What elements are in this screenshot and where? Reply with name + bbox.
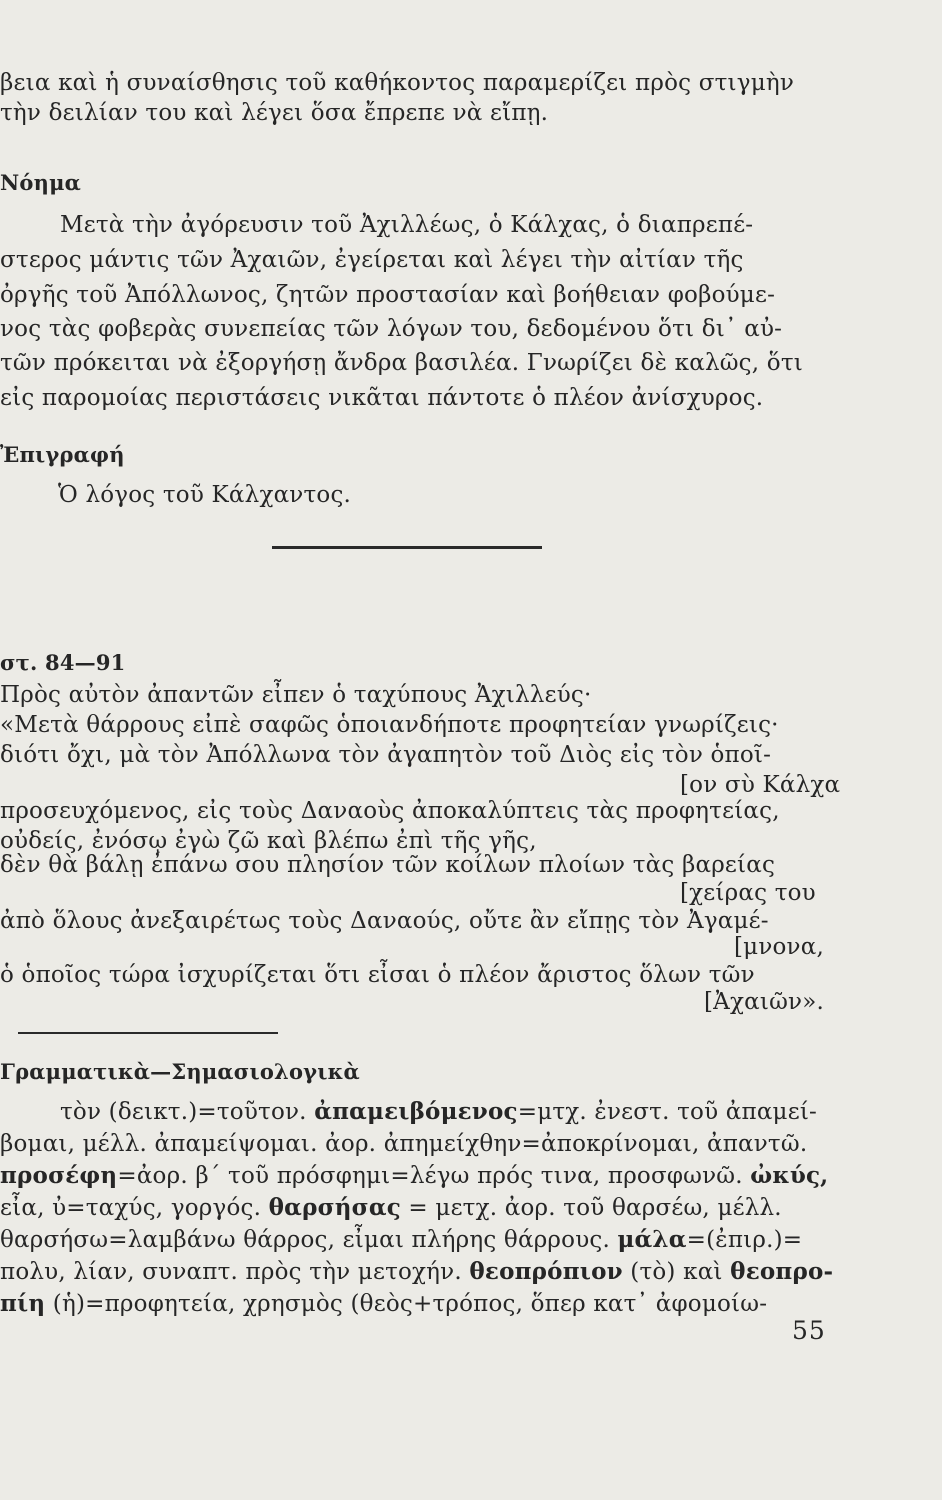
verses-reference: στ. 84—91 [0, 650, 126, 675]
grammatika-line-3 [0, 1161, 828, 1191]
grammatika-line-7 [0, 1289, 767, 1319]
noima-line-3: ὀργῆς τοῦ Ἀπόλλωνος, ζητῶν προστασίαν καὶ βοήθειαν φοβούμε- [0, 282, 776, 308]
verse-line-4: προσευχόμενος, εἰς τοὺς Δαναοὺς ἀποκαλύπτεις τὰς προφητείας, [0, 798, 780, 824]
verse-line-5: οὐδείς, ἐνόσῳ ἐγὼ ζῶ καὶ βλέπω ἐπὶ τῆς γῆς, [0, 828, 537, 854]
grammatika-line-5 [0, 1225, 802, 1255]
term-text: (τὸ) καὶ [622, 1259, 731, 1285]
verse-line-7-continuation: [μνονα, [734, 934, 824, 960]
noima-line-2: στερος μάντις τῶν Ἀχαιῶν, ἐγείρεται καὶ λέγει τὴν αἰτίαν τῆς [0, 247, 744, 273]
term-bold: θεοπρόπιον [469, 1258, 623, 1285]
term-bold: πίη [0, 1290, 46, 1317]
term-text: =μτχ. ἐνεστ. τοῦ ἀπαμεί- [517, 1099, 818, 1125]
term-text: βομαι, μέλλ. ἀπαμείψομαι. ἀορ. ἀπημείχθην=ἀποκρίνομαι, ἀπαντῶ. [0, 1131, 808, 1157]
term-text: =ἀορ. β΄ τοῦ πρόσφημι=λέγω πρός τινα, προσφωνῶ. [117, 1163, 751, 1189]
verse-line-8-continuation: [Ἀχαιῶν». [704, 989, 824, 1015]
term-text: = μετχ. ἀορ. τοῦ θαρσέω, μέλλ. [400, 1195, 782, 1221]
noima-heading: Νόημα [0, 170, 82, 195]
section-divider [272, 546, 542, 549]
grammatika-line-2 [0, 1129, 807, 1159]
term-text: =(ἐπιρ.)= [686, 1227, 803, 1253]
verse-line-8: ὁ ὁποῖος τώρα ἰσχυρίζεται ὅτι εἶσαι ὁ πλέον ἄριστος ὅλων τῶν [0, 962, 755, 988]
intro-line-1: βεια καὶ ἡ συναίσθησις τοῦ καθήκοντος παραμερίζει πρὸς στιγμὴν [0, 70, 795, 96]
grammatika-line-1 [60, 1097, 817, 1127]
noima-line-1: Μετὰ τὴν ἀγόρευσιν τοῦ Ἀχιλλέως, ὁ Κάλχας, ὁ διαπρεπέ- [60, 212, 754, 238]
epigrafi-heading: Ἐπιγραφή [0, 442, 125, 467]
verse-line-6: δὲν θὰ βάλῃ ἐπάνω σου πλησίον τῶν κοίλων πλοίων τὰς βαρείας [0, 852, 776, 878]
term-text: εἶα, ὐ=ταχύς, γοργός. [0, 1195, 269, 1221]
noima-line-4: νος τὰς φοβερὰς συνεπείας τῶν λόγων του, δεδομένου ὅτι δι᾽ αὐ- [0, 316, 783, 342]
term-text: (ἡ)=προφητεία, χρησμὸς (θεὸς+τρόπος, ὅπερ κατ᾽ ἀφομοίω- [45, 1291, 768, 1317]
verse-line-3-continuation: [ον σὺ Κάλχα [680, 772, 841, 798]
section-divider-short [18, 1032, 278, 1034]
grammatika-line-4 [0, 1193, 782, 1223]
verse-line-7: ἀπὸ ὅλους ἀνεξαιρέτως τοὺς Δαναούς, οὔτε ἂν εἴπῃς τὸν Ἀγαμέ- [0, 908, 769, 934]
term-bold: ἀπαμειβόμενος [314, 1098, 518, 1125]
term-text: τὸν (δεικτ.)=τοῦτον. [60, 1099, 315, 1125]
verse-line-1: Πρὸς αὐτὸν ἀπαντῶν εἶπεν ὁ ταχύπους Ἀχιλλεύς· [0, 682, 592, 708]
noima-line-6: εἰς παρομοίας περιστάσεις νικᾶται πάντοτε ὁ πλέον ἀνίσχυρος. [0, 385, 764, 411]
epigrafi-text: Ὁ λόγος τοῦ Κάλχαντος. [58, 482, 352, 508]
term-bold: θεοπρο- [730, 1258, 834, 1285]
term-bold: ὠκύς, [750, 1162, 829, 1189]
verse-line-6-continuation: [χείρας του [680, 880, 816, 906]
term-text: πολυ, λίαν, συναπτ. πρὸς τὴν μετοχήν. [0, 1259, 470, 1285]
term-text: θαρσήσω=λαμβάνω θάρρος, εἶμαι πλήρης θάρρους. [0, 1227, 618, 1253]
grammatika-heading: Γραμματικὰ—Σημασιολογικὰ [0, 1059, 360, 1084]
verse-line-2: «Μετὰ θάρρους εἰπὲ σαφῶς ὁποιανδήποτε προφητείαν γνωρίζεις· [0, 712, 779, 738]
term-bold: μάλα [617, 1226, 687, 1253]
noima-line-5: τῶν πρόκειται νὰ ἐξοργήσῃ ἄνδρα βασιλέα. Γνωρίζει δὲ καλῶς, ὅτι [0, 350, 803, 376]
intro-line-2: τὴν δειλίαν του καὶ λέγει ὅσα ἔπρεπε νὰ εἴπῃ. [0, 100, 549, 126]
term-bold: προσέφη [0, 1162, 118, 1189]
term-bold: θαρσήσας [268, 1194, 401, 1221]
page-number: 55 [792, 1316, 826, 1345]
verse-line-3: διότι ὄχι, μὰ τὸν Ἀπόλλωνα τὸν ἀγαπητὸν τοῦ Διὸς εἰς τὸν ὁποῖ- [0, 742, 772, 768]
grammatika-line-6 [0, 1257, 833, 1287]
